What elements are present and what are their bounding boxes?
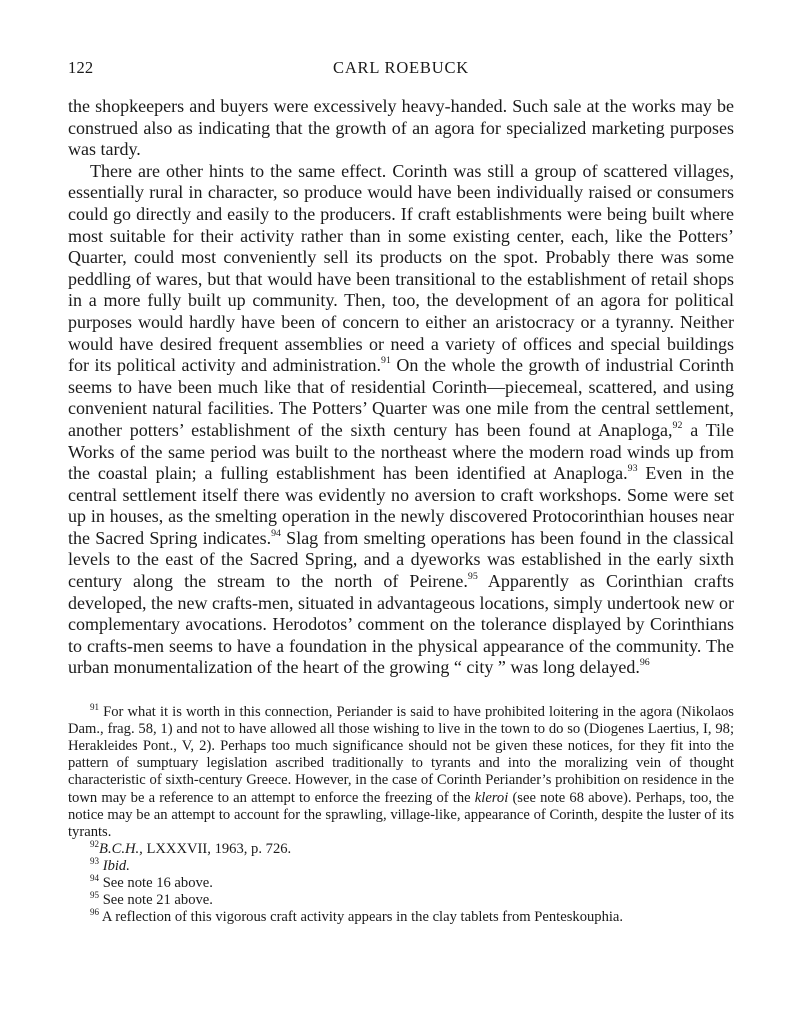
- page: [68, 58, 734, 926]
- running-title: CARL ROEBUCK: [333, 58, 469, 77]
- footnote-number: 91: [90, 702, 100, 713]
- paragraph-text: There are other hints to the same effect. Corinth was still a group of scattered villages, essentially rural in character, so produce would have been individually raised or consumers could go directly and easily to the producers. If craft establishments were being built where most suitable for their activity rather than in some existing center, each, like the Potters’ Quarter, could most conveniently sell its products on the spot. Probably there was some peddling of wares, but that would have been transitional to the establishment of retail shops in a more fully built up community. Then, too, the development of an agora for political purposes would hardly have been of concern to either an aristocracy or a tyranny. Neither would have desired frequent assemblies or need a variety of offices and special buildings for its political activity and administration.: [68, 160, 734, 376]
- footnote-93: [68, 858, 734, 875]
- footnote-ref: 92: [672, 419, 683, 431]
- footnote-text: (see note 68 above). Perhaps, too, the notice may be an attempt to account for the sprawling, village-like, appearance of Corinth, despite the luster of its tyrants.: [68, 789, 734, 840]
- footnote-text: For what it is worth in this connection, Periander is said to have prohibited loitering in the agora (Nikolaos Dam., frag. 58, 1) and not to have allowed all those wishing to live in the town to do so (Diogenes Laertius, I, 98; Herakleides Pont., V, 2). Perhaps too much significance should not be given these notices, for they fit into the pattern of sumptuary legislation ascribed traditionally to tyrants and into the moralizing vein of thought characteristic of sixth-century Greece. However, in the case of Corinth Periander’s prohibition on residence in the town may be a reference to an attempt to enforce the freezing of the: [68, 704, 734, 806]
- footnote-ref: 94: [271, 527, 281, 539]
- footnote-92: [68, 838, 734, 858]
- footnote-number: 95: [90, 890, 100, 901]
- footnotes: [68, 704, 734, 926]
- footnote-94: [68, 875, 734, 892]
- footnote-italic: Ibid.: [102, 857, 130, 874]
- footnote-text: See note 16 above.: [99, 874, 213, 891]
- paragraph-continued: the shopkeepers and buyers were excessively heavy-handed. Such sale at the works may be construed also as indicating that the growth of an agora for specialized marketing purposes was tardy.: [68, 96, 734, 160]
- footnote-number: 93: [90, 856, 100, 867]
- paragraph: [68, 161, 734, 679]
- main-text: [68, 96, 734, 679]
- footnote-number: 92: [90, 838, 100, 849]
- footnote-95: [68, 892, 734, 909]
- paragraph-text: Slag from smelting operations has been found in the classical levels to the east of the Sacred Spring, and a dyeworks was established in the early sixth century along the stream to the north of Peirene.: [68, 527, 734, 592]
- paragraph-text: Even in the central settlement itself there was evidently no aversion to craft workshops. Some were set up in houses, as the smelting operation in the newly discovered Protocorinthian houses near the Sacred Spring indicates.: [68, 463, 734, 548]
- footnote-text: A reflection of this vigorous craft activity appears in the clay tablets from Penteskouphia.: [99, 909, 624, 926]
- paragraph-text: Apparently as Corinthian crafts developed, the new crafts-men, situated in advantageous locations, simply undertook new or complementary avocations. Herodotos’ comment on the tolerance displayed by Corinthians to crafts-men seems to have a foundation in the physical appearance of the community. The urban monumentalization of the heart of the growing “ city ” was long delayed.: [68, 571, 734, 678]
- footnote-ref: 95: [467, 571, 478, 583]
- footnote-text: LXXXVII, 1963, p. 726.: [142, 840, 292, 857]
- footnote-text: See note 21 above.: [99, 892, 213, 909]
- footnote-number: 94: [90, 873, 100, 884]
- page-number: 122: [68, 58, 94, 77]
- running-header: [68, 58, 734, 82]
- footnote-ref: 91: [381, 355, 391, 367]
- footnote-ref: 93: [627, 463, 638, 475]
- footnote-number: 96: [90, 907, 100, 918]
- footnote-91: [68, 704, 734, 841]
- paragraph-text: On the whole the growth of industrial Corinth seems to have been much like that of residential Corinth—piecemeal, scattered, and using convenient natural facilities. The Potters’ Quarter was one mile from the central settlement, another potters’ establishment of the sixth century has been found at Anaploga,: [68, 355, 735, 440]
- footnote-italic: kleroi: [474, 789, 509, 806]
- footnote-96: [68, 909, 734, 926]
- footnote-italic: B.C.H.,: [99, 840, 143, 857]
- paragraph-text: a Tile Works of the same period was built to the northeast where the modern road winds up from the coastal plain; a fulling establishment has been identified at Anaploga.: [68, 419, 734, 484]
- footnote-ref: 96: [639, 657, 650, 669]
